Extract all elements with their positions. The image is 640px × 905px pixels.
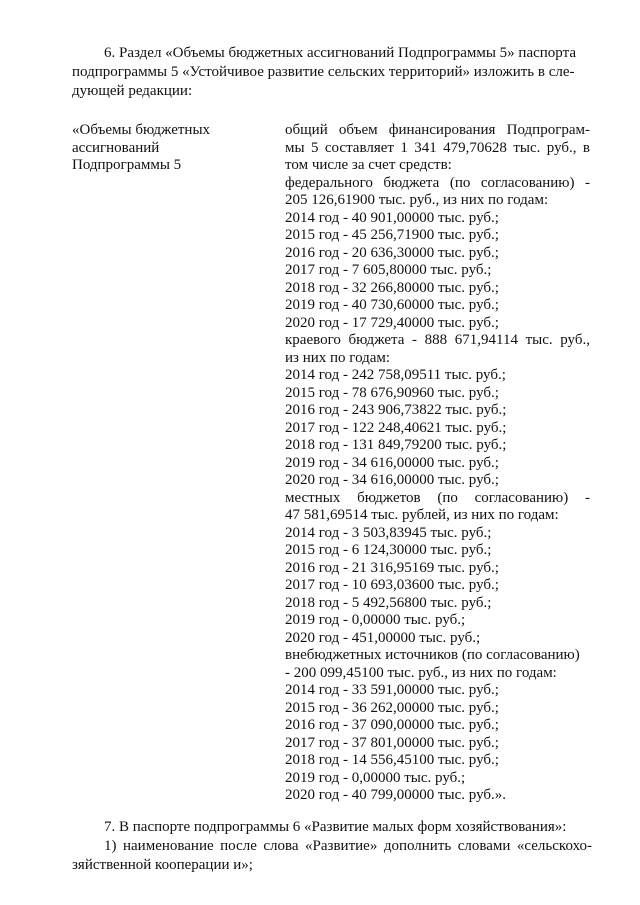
local-year: 2015 год - 6 124,30000 тыс. руб.; (285, 542, 492, 558)
local-year: 2016 год - 21 316,95169 тыс. руб.; (285, 559, 499, 576)
federal-year: 2018 год - 32 266,80000 тыс. руб.; (285, 279, 499, 296)
regional-year: 2020 год - 34 616,00000 тыс. руб.; (285, 472, 499, 488)
total-line-3: том числе за счет средств: (285, 157, 452, 173)
extra-line-1: внебюджетных источников (по согласованию) (285, 647, 580, 663)
extra-line-2: - 200 099,45100 тыс. руб., из них по годам: (285, 664, 557, 681)
federal-year: 2017 год - 7 605,80000 тыс. руб.; (285, 262, 492, 278)
extra-year: 2020 год - 40 799,00000 тыс. руб.». (285, 787, 507, 803)
regional-year: 2019 год - 34 616,00000 тыс. руб.; (285, 454, 499, 471)
intro-line-1: 6. Раздел «Объемы бюджетных ассигнований Подпрограммы 5» паспорта (104, 45, 577, 61)
extra-year: 2017 год - 37 801,00000 тыс. руб.; (285, 734, 499, 751)
federal-line-2: 205 126,61900 тыс. руб., из них по годам: (285, 192, 549, 208)
local-line-1: местных бюджетов (по согласованию) - (285, 489, 590, 506)
federal-year: 2014 год - 40 901,00000 тыс. руб.; (285, 209, 499, 226)
section-6-intro (72, 44, 592, 101)
budget-label-line-3: Подпрограммы 5 (72, 157, 182, 173)
federal-year: 2015 год - 45 256,71900 тыс. руб.; (285, 227, 499, 243)
total-line-1: общий объем финансирования Подпрограм- (285, 122, 590, 138)
intro-line-2: подпрограммы 5 «Устойчивое развитие сельских территорий» изложить в сле- (72, 64, 575, 80)
extra-year: 2018 год - 14 556,45100 тыс. руб.; (285, 752, 499, 768)
regional-line-1: краевого бюджета - 888 671,94114 тыс. руб., (285, 332, 590, 348)
budget-details (285, 122, 590, 805)
regional-year: 2018 год - 131 849,79200 тыс. руб.; (285, 437, 507, 453)
federal-year: 2016 год - 20 636,30000 тыс. руб.; (285, 244, 499, 261)
regional-line-2: из них по годам: (285, 349, 391, 366)
extra-year: 2016 год - 37 090,00000 тыс. руб.; (285, 717, 499, 733)
regional-year: 2014 год - 242 758,09511 тыс. руб.; (285, 367, 506, 383)
extra-year: 2015 год - 36 262,00000 тыс. руб.; (285, 699, 499, 716)
item7-line-1: 7. В паспорте подпрограммы 6 «Развитие малых форм хозяйствования»: (104, 819, 567, 835)
item7-line-2: 1) наименование после слова «Развитие» дополнить словами «сельскохо- (104, 838, 592, 854)
federal-line-1: федерального бюджета (по согласованию) - (285, 174, 590, 191)
budget-label (72, 122, 262, 175)
regional-year: 2015 год - 78 676,90960 тыс. руб.; (285, 384, 499, 401)
budget-label-line-2: ассигнований (72, 139, 160, 156)
local-year: 2018 год - 5 492,56800 тыс. руб.; (285, 594, 492, 611)
section-7 (72, 818, 592, 875)
federal-year: 2020 год - 17 729,40000 тыс. руб.; (285, 314, 499, 331)
local-year: 2014 год - 3 503,83945 тыс. руб.; (285, 524, 492, 541)
local-year: 2019 год - 0,00000 тыс. руб.; (285, 612, 466, 628)
intro-line-3: дующей редакции: (72, 83, 193, 99)
budget-label-line-1: «Объемы бюджетных (72, 122, 211, 138)
total-line-2: мы 5 составляет 1 341 479,70628 тыс. руб., в (285, 139, 590, 156)
extra-year: 2019 год - 0,00000 тыс. руб.; (285, 769, 466, 786)
item7-line-3: зяйственной кооперации и»; (72, 857, 253, 873)
regional-year: 2016 год - 243 906,73822 тыс. руб.; (285, 402, 507, 418)
local-year: 2020 год - 451,00000 тыс. руб.; (285, 629, 481, 646)
regional-year: 2017 год - 122 248,40621 тыс. руб.; (285, 419, 507, 436)
local-year: 2017 год - 10 693,03600 тыс. руб.; (285, 577, 499, 593)
extra-year: 2014 год - 33 591,00000 тыс. руб.; (285, 682, 499, 698)
local-line-2: 47 581,69514 тыс. рублей, из них по годам: (285, 507, 559, 523)
federal-year: 2019 год - 40 730,60000 тыс. руб.; (285, 297, 499, 313)
